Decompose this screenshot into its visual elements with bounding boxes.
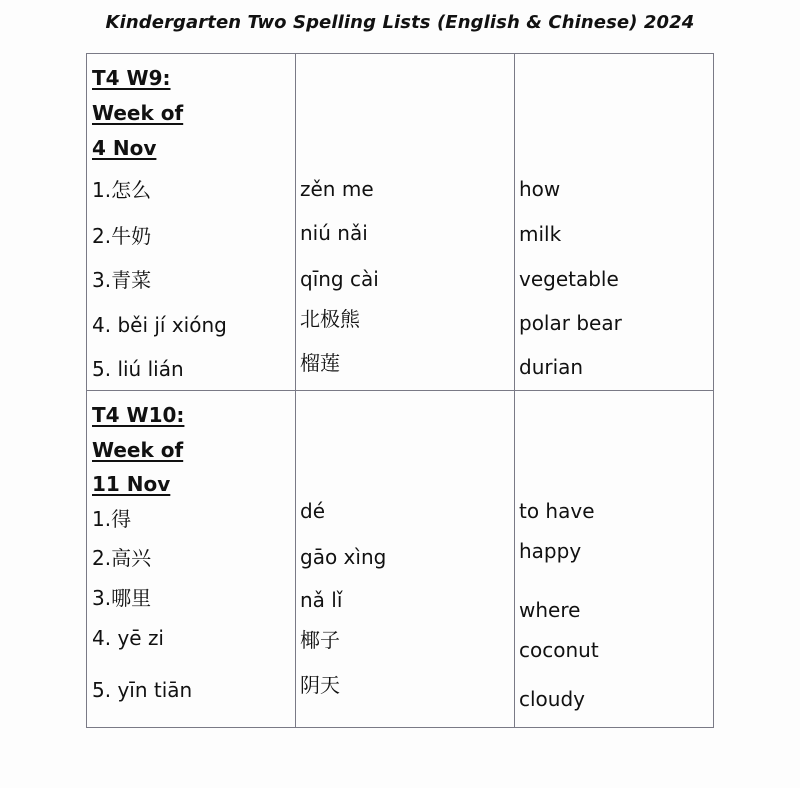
- s1-row3-english: vegetable: [519, 267, 619, 291]
- s1-row1-chinese: 1.怎么: [92, 178, 152, 202]
- s2-row5-chinese: 阴天: [300, 673, 340, 697]
- s2-row5-english: cloudy: [519, 687, 585, 711]
- section-2-date: 11 Nov: [92, 472, 171, 496]
- s2-row1-english: to have: [519, 499, 595, 523]
- section-2-week-of: Week of: [92, 438, 184, 462]
- s1-row4-english: polar bear: [519, 311, 622, 335]
- section-divider: [86, 390, 714, 391]
- s2-row4-english: coconut: [519, 638, 599, 662]
- section-1-week-of: Week of: [92, 101, 184, 125]
- s2-row5-pinyin: 5. yīn tiān: [92, 678, 193, 702]
- s2-row4-chinese: 椰子: [300, 628, 340, 652]
- s2-row3-chinese: 3.哪里: [92, 586, 152, 610]
- s1-row4-chinese: 北极熊: [300, 307, 360, 331]
- s2-row2-english: happy: [519, 539, 582, 563]
- document-title: Kindergarten Two Spelling Lists (English & Chinese) 2024: [105, 12, 695, 33]
- s1-row5-chinese: 榴莲: [300, 351, 340, 375]
- s1-row2-chinese: 2.牛奶: [92, 224, 152, 248]
- s1-row2-pinyin: niú nǎi: [300, 221, 368, 245]
- s2-row2-pinyin: gāo xìng: [300, 545, 387, 569]
- section-1-term-week: T4 W9:: [92, 66, 171, 90]
- section-2-term-week: T4 W10:: [92, 403, 185, 427]
- s1-row1-english: how: [519, 177, 561, 201]
- s2-row3-english: where: [519, 598, 581, 622]
- s2-row4-pinyin: 4. yē zi: [92, 626, 164, 650]
- s2-row2-chinese: 2.高兴: [92, 546, 152, 570]
- s1-row4-pinyin: 4. běi jí xióng: [92, 313, 227, 337]
- s1-row5-pinyin: 5. liú lián: [92, 357, 184, 381]
- s1-row5-english: durian: [519, 355, 584, 379]
- section-1-date: 4 Nov: [92, 136, 157, 160]
- s2-row1-pinyin: dé: [300, 499, 325, 523]
- s1-row2-english: milk: [519, 222, 562, 246]
- s1-row3-pinyin: qīng cài: [300, 267, 379, 291]
- s2-row3-pinyin: nǎ lǐ: [300, 588, 343, 612]
- s1-row3-chinese: 3.青菜: [92, 268, 152, 292]
- s1-row1-pinyin: zěn me: [300, 177, 374, 201]
- s2-row1-chinese: 1.得: [92, 507, 132, 531]
